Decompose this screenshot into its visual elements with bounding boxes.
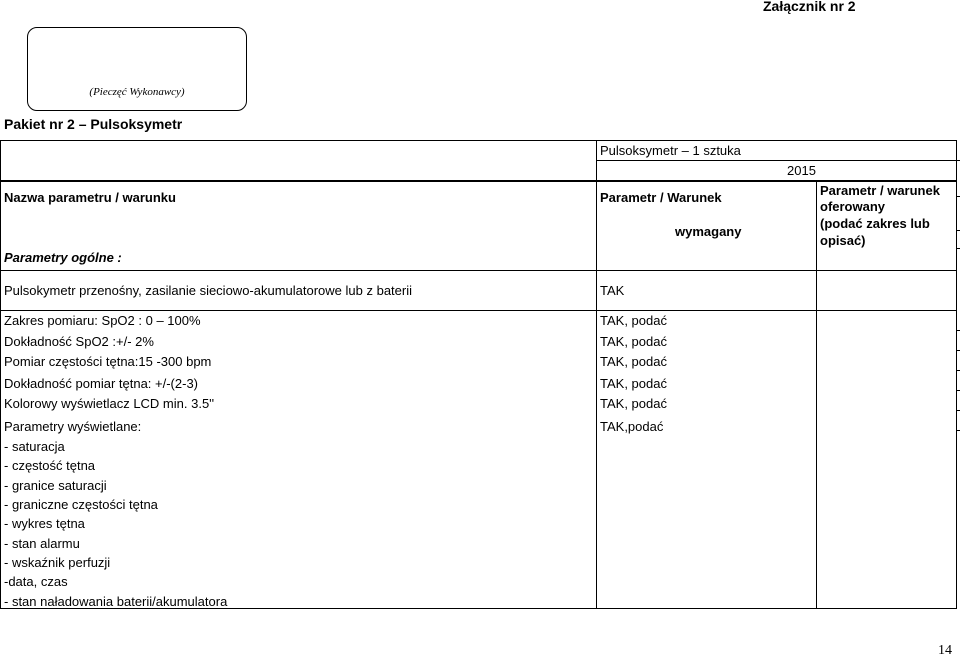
table-row-required: TAK, podać (600, 376, 667, 391)
list-item: - stan naładowania baterii/akumulatora (4, 594, 228, 609)
table-row-name: Zakres pomiaru: SpO2 : 0 – 100% (4, 313, 201, 328)
table-row-required: TAK (600, 283, 625, 298)
list-item: - częstość tętna (4, 458, 96, 473)
list-item: -data, czas (4, 574, 68, 589)
col-header-offered-4: opisać) (820, 233, 866, 248)
list-item: - wykres tętna (4, 516, 85, 531)
table-row-name: Pulsokymetr przenośny, zasilanie sieciowo-akumulatorowe lub z baterii (4, 283, 412, 298)
list-item: - granice saturacji (4, 478, 107, 493)
col-header-offered-1: Parametr / warunek (820, 183, 940, 198)
list-item: - saturacja (4, 439, 65, 454)
col-header-offered-2: oferowany (820, 199, 886, 214)
table-row-required: TAK, podać (600, 334, 667, 349)
table-row-required: TAK, podać (600, 313, 667, 328)
list-item: - wskaźnik perfuzji (4, 555, 111, 570)
table-row-name: Pomiar częstości tętna:15 -300 bpm (4, 354, 212, 369)
col-header-name: Nazwa parametru / warunku (4, 190, 176, 205)
col-header-required-2: wymagany (675, 224, 742, 239)
table-row-required: TAK, podać (600, 354, 667, 369)
table-row-required: TAK, podać (600, 396, 667, 411)
package-title: Pakiet nr 2 – Pulsoksymetr (4, 116, 183, 132)
table-row-name: Kolorowy wyświetlacz LCD min. 3.5'' (4, 396, 215, 411)
display-params-title: Parametry wyświetlane: (4, 419, 142, 434)
contractor-stamp-box (27, 27, 247, 111)
stamp-label: (Pieczęć Wykonawcy) (89, 86, 185, 98)
table-row-name: Dokładność pomiar tętna: +/-(2-3) (4, 376, 199, 391)
attachment-label: Załącznik nr 2 (763, 0, 856, 14)
general-section-title: Parametry ogólne : (4, 250, 122, 265)
device-line: Pulsoksymetr – 1 sztuka (600, 143, 741, 158)
col-header-offered-3: (podać zakres lub (820, 216, 930, 231)
list-item: - stan alarmu (4, 536, 80, 551)
year-cell: 2015 (787, 163, 816, 178)
list-item: - graniczne częstości tętna (4, 497, 158, 512)
table-row-name: Dokładność SpO2 :+/- 2% (4, 334, 154, 349)
col-header-required: Parametr / Warunek (600, 190, 722, 205)
page-number: 14 (938, 643, 952, 658)
display-params-required: TAK,podać (600, 419, 664, 434)
